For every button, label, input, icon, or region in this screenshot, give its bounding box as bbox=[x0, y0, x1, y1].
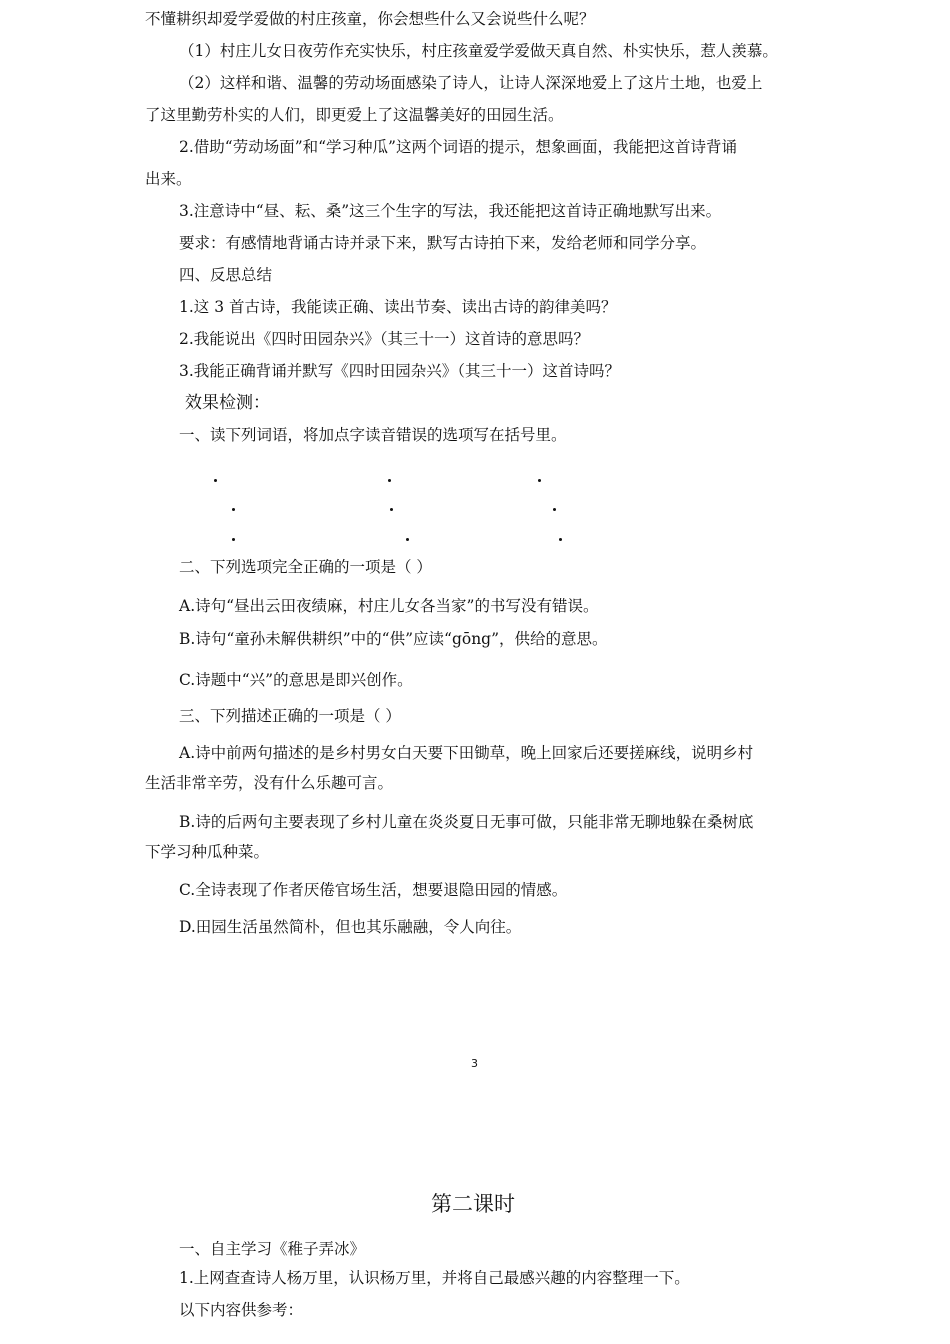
question-1: 一、读下列词语，将加点字读音错误的选项写在括号里。 bbox=[179, 426, 567, 444]
step-3: 3.注意诗中“昼、耘、桑”这三个生字的写法，我还能把这首诗正确地默写出来。 bbox=[179, 202, 722, 220]
question-3-option-c: C.全诗表现了作者厌倦官场生活，想要退隐田园的情感。 bbox=[179, 881, 568, 899]
emphasis-dot bbox=[390, 508, 393, 511]
question-3-option-b-line-2: 下学习种瓜种菜。 bbox=[145, 843, 270, 861]
emphasis-dot bbox=[388, 479, 391, 482]
check-title: 效果检测： bbox=[185, 393, 270, 413]
answer-2-line-1: （2）这样和谐、温馨的劳动场面感染了诗人，让诗人深深地爱上了这片土地，也爱上 bbox=[179, 74, 763, 92]
question-3: 三、下列描述正确的一项是（ ） bbox=[179, 707, 401, 725]
item-1: 1.上网查查诗人杨万里，认识杨万里，并将自己最感兴趣的内容整理一下。 bbox=[179, 1269, 690, 1287]
question-3-option-d: D.田园生活虽然简朴，但也其乐融融，令人向往。 bbox=[179, 918, 522, 936]
emphasis-dot bbox=[553, 508, 556, 511]
question-3-option-a-line-1: A.诗中前两句描述的是乡村男女白天要下田锄草，晚上回家后还要搓麻线，说明乡村 bbox=[179, 744, 754, 762]
emphasis-dot bbox=[538, 479, 541, 482]
question-2: 二、下列选项完全正确的一项是（ ） bbox=[179, 558, 432, 576]
question-2-option-c: C.诗题中“兴”的意思是即兴创作。 bbox=[179, 671, 413, 689]
section-1-title: 一、自主学习《稚子弄冰》 bbox=[179, 1240, 366, 1258]
emphasis-dot bbox=[406, 538, 409, 541]
emphasis-dot bbox=[214, 479, 217, 482]
section-4-title: 四、反思总结 bbox=[179, 266, 273, 284]
requirement: 要求：有感情地背诵古诗并录下来，默写古诗拍下来，发给老师和同学分享。 bbox=[179, 234, 707, 252]
step-2-line-1: 2.借助“劳动场面”和“学习种瓜”这两个词语的提示，想象画面，我能把这首诗背诵 bbox=[179, 138, 737, 156]
reference-note: 以下内容供参考： bbox=[179, 1301, 304, 1319]
emphasis-dot bbox=[232, 538, 235, 541]
lesson-title: 第二课时 bbox=[431, 1192, 515, 1216]
question-2-option-b: B.诗句“童孙未解供耕织”中的“供”应读“gōng”，供给的意思。 bbox=[179, 630, 608, 648]
question-3-option-a-line-2: 生活非常辛劳，没有什么乐趣可言。 bbox=[145, 774, 394, 792]
question-3-option-b-line-1: B.诗的后两句主要表现了乡村儿童在炎炎夏日无事可做，只能非常无聊地躲在桑树底 bbox=[179, 813, 754, 831]
answer-1: （1）村庄儿女日夜劳作充实快乐，村庄孩童爱学爱做天真自然、朴实快乐，惹人羡慕。 bbox=[179, 42, 778, 60]
emphasis-dot bbox=[232, 508, 235, 511]
reflect-2: 2.我能说出《四时田园杂兴》（其三十一）这首诗的意思吗？ bbox=[179, 330, 590, 348]
emphasis-dot bbox=[559, 538, 562, 541]
question-2-option-a: A.诗句“昼出云田夜绩麻，村庄儿女各当家”的书写没有错误。 bbox=[179, 597, 599, 615]
step-2-line-2: 出来。 bbox=[145, 170, 192, 188]
reflect-1: 1.这 3 首古诗，我能读正确、读出节奏、读出古诗的韵律美吗？ bbox=[179, 298, 617, 316]
page-number: 3 bbox=[471, 1057, 478, 1070]
answer-2-line-2: 了这里勤劳朴实的人们，即更爱上了这温馨美好的田园生活。 bbox=[145, 106, 564, 124]
reflect-3: 3.我能正确背诵并默写《四时田园杂兴》（其三十一）这首诗吗？ bbox=[179, 362, 621, 380]
intro-line: 不懂耕织却爱学爱做的村庄孩童，你会想些什么又会说些什么呢？ bbox=[145, 10, 595, 28]
